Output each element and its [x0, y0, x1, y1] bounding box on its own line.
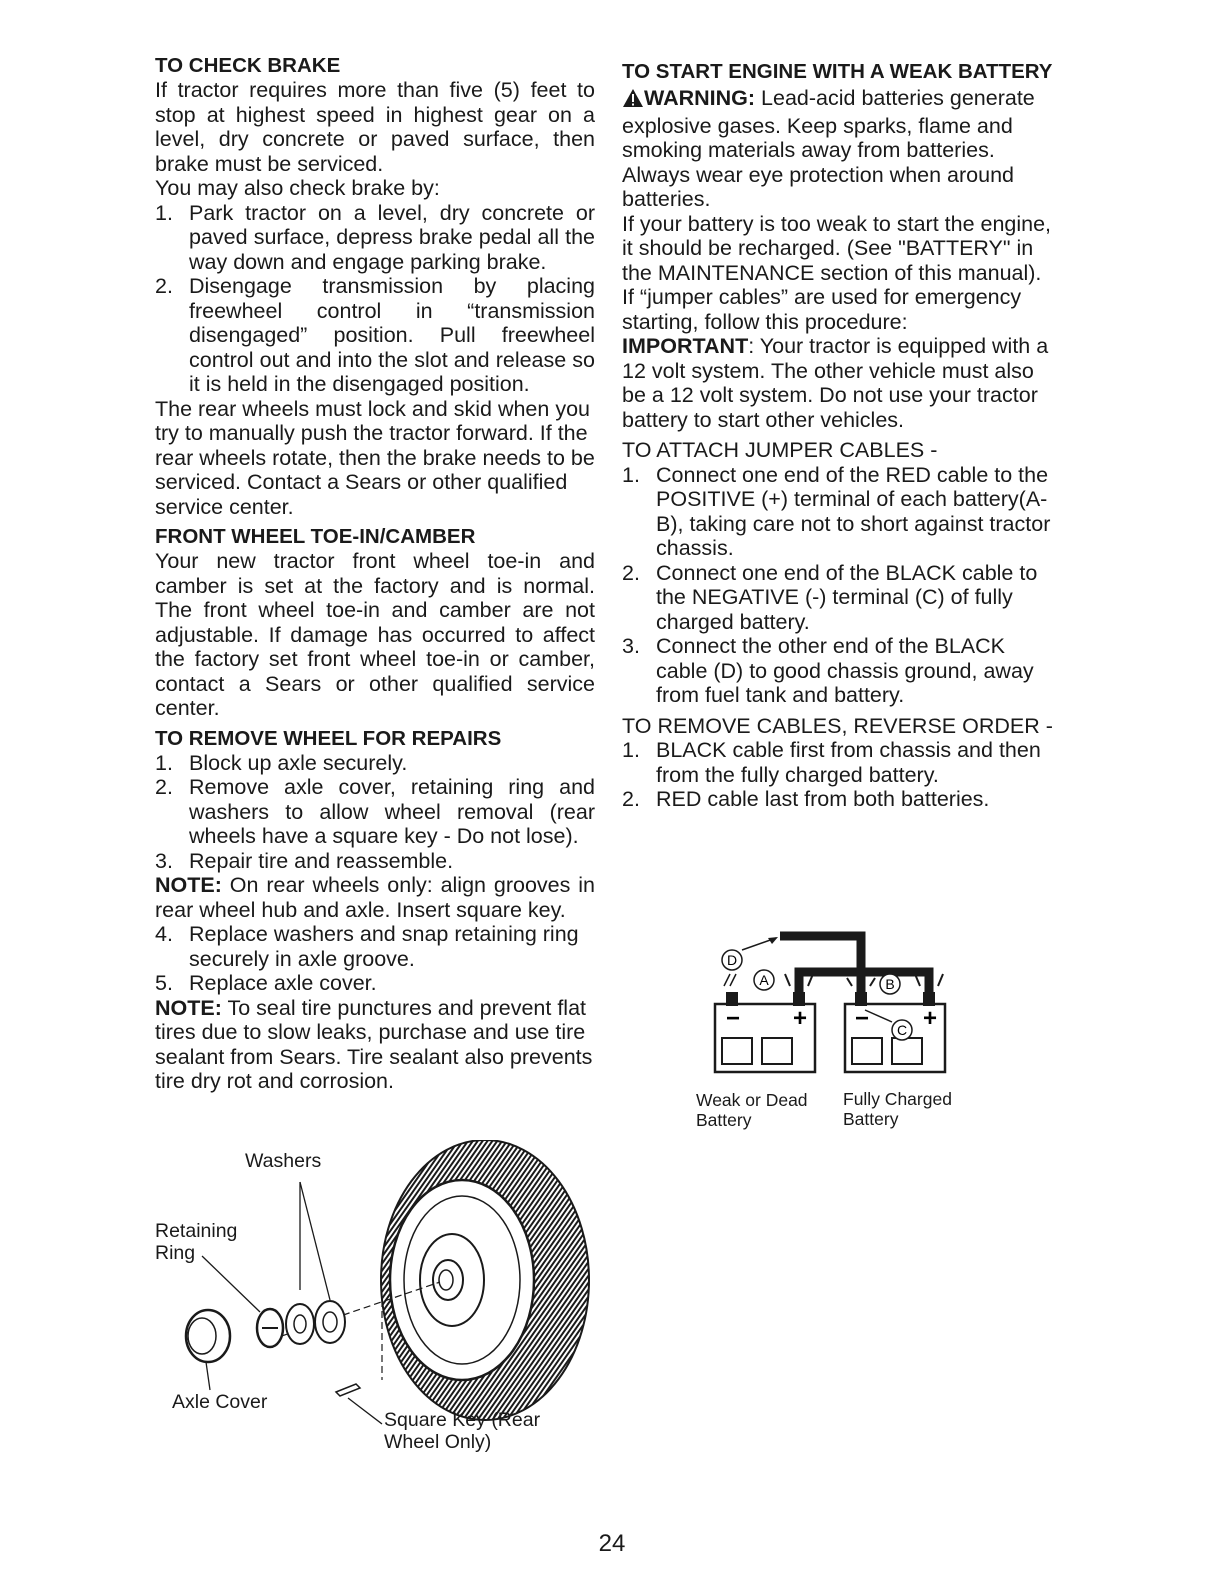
check-brake-steps [155, 201, 595, 397]
check-brake-intro: If tractor requires more than five (5) feet to stop at highest speed in highest gear on a level, dry concrete or paved surface, then brake must be serviced. [155, 78, 595, 176]
square-key-label: Square Key (Rear Wheel Only) [384, 1409, 541, 1453]
list-item: 3. Connect the other end of the BLACK cable (D) to good chassis ground, away from fuel tank and battery. [622, 634, 1034, 707]
list-item: 1. Connect one end of the RED cable to the POSITIVE (+) terminal of each battery(A-B), taking care not to short against tractor chassis. [622, 462, 1051, 560]
remove-wheel-steps-b [155, 922, 595, 996]
page-number: 24 [598, 1530, 626, 1557]
check-brake-result: The rear wheels must lock and skid when you try to manually push the tractor forward. If the rear wheels rotate, then the brake needs to be serviced. Contact a Sears or other qualified service center. [155, 396, 595, 519]
label-b: B [885, 976, 895, 992]
weak-battery-caption: Weak or Dead Battery [696, 1090, 808, 1130]
plus-sign: + [792, 1005, 808, 1032]
recharge-text: If your battery is too weak to start the engine, it should be recharged. (See "BATTERY" in the MAINTENANCE section of this manual). [622, 211, 1052, 285]
attach-steps [622, 463, 1062, 708]
warning-text: WARNING: Lead-acid batteries generate explosive gases. Keep sparks, flame and smoking materials away from batteries. Always wear eye protection when around batteries. [622, 86, 1035, 211]
list-item: 5. Replace axle cover. [155, 971, 377, 995]
toe-in-heading: FRONT WHEEL TOE-IN/CAMBER [155, 525, 476, 548]
remove-wheel-steps-a [155, 751, 595, 874]
list-item: 4. Replace washers and snap retaining ring securely in axle groove. [155, 922, 579, 971]
list-item: 2. RED cable last from both batteries. [622, 787, 990, 811]
washers-label: Washers [245, 1150, 322, 1172]
negative-cable [780, 936, 861, 994]
full-battery-caption: Fully Charged Battery [843, 1089, 952, 1129]
axle-cover-label: Axle Cover [172, 1391, 268, 1413]
remove-cables-heading: TO REMOVE CABLES, REVERSE ORDER - [622, 713, 1053, 738]
remove-wheel-heading: TO REMOVE WHEEL FOR REPAIRS [155, 726, 502, 750]
washer [315, 1301, 345, 1343]
list-item: 1. BLACK cable first from chassis and then from the fully charged battery. [622, 738, 1041, 787]
note-grooves: NOTE: On rear wheels only: align grooves in rear wheel hub and axle. Insert square key. [155, 873, 595, 922]
note-sealant: NOTE: To seal tire punctures and prevent flat tires due to slow leaks, purchase and use tire sealant from Sears. Tire sealant also prevents tire dry rot and corrosion. [155, 995, 593, 1093]
minus-sign: − [725, 1005, 741, 1032]
label-a: A [759, 972, 769, 988]
list-item: 3. Repair tire and reassemble. [155, 848, 454, 873]
list-item: 1. Block up axle securely. [155, 750, 408, 775]
list-item: 2. Remove axle cover, retaining ring and washers to allow wheel removal (rear wheels have a square key - Do not lose). [155, 775, 595, 848]
left-column [155, 54, 595, 1094]
jumper-cable-diagram [690, 922, 970, 1082]
toe-in-text: Your new tractor front wheel toe-in and camber is set at the factory and is normal. The front wheel toe-in and camber are not adjustable. If damage has occurred to affect the factory set front wheel toe-in or camber, contact a Sears or other qualified service center. [155, 549, 595, 720]
attach-heading: TO ATTACH JUMPER CABLES - [622, 438, 938, 462]
minus-sign: − [854, 1005, 870, 1032]
list-item: 2. Connect one end of the BLACK cable to the NEGATIVE (-) terminal (C) of fully charged battery. [622, 560, 1038, 634]
list-item: 2. Disengage transmission by placing freewheel control in “transmission disengaged” position. Pull freewheel control out and into the slot and release so it is held in the disengaged position. [155, 274, 595, 396]
list-item: 1. Park tractor on a level, dry concrete or paved surface, depress brake pedal all the way down and engage parking brake. [155, 200, 595, 274]
check-brake-also: You may also check brake by: [155, 176, 440, 200]
check-brake-heading: TO CHECK BRAKE [155, 54, 341, 77]
jumper-text: If “jumper cables” are used for emergency starting, follow this procedure: [622, 285, 1022, 334]
square-key [336, 1384, 360, 1396]
weak-battery-heading: TO START ENGINE WITH A WEAK BATTERY [622, 60, 1053, 83]
retaining-ring-label: Retaining Ring [155, 1220, 238, 1264]
plus-sign: + [922, 1005, 938, 1032]
right-column [622, 60, 1062, 812]
label-c: C [896, 1022, 908, 1038]
axle-cover [186, 1310, 230, 1362]
label-d: D [726, 952, 738, 968]
warning-triangle-icon [622, 88, 644, 114]
washer [286, 1304, 314, 1344]
remove-cables-steps [622, 738, 1062, 812]
important-text: IMPORTANT: Your tractor is equipped with a 12 volt system. The other vehicle must also be a 12 volt system. Do not use your tractor battery to start other vehicles. [622, 334, 1049, 432]
